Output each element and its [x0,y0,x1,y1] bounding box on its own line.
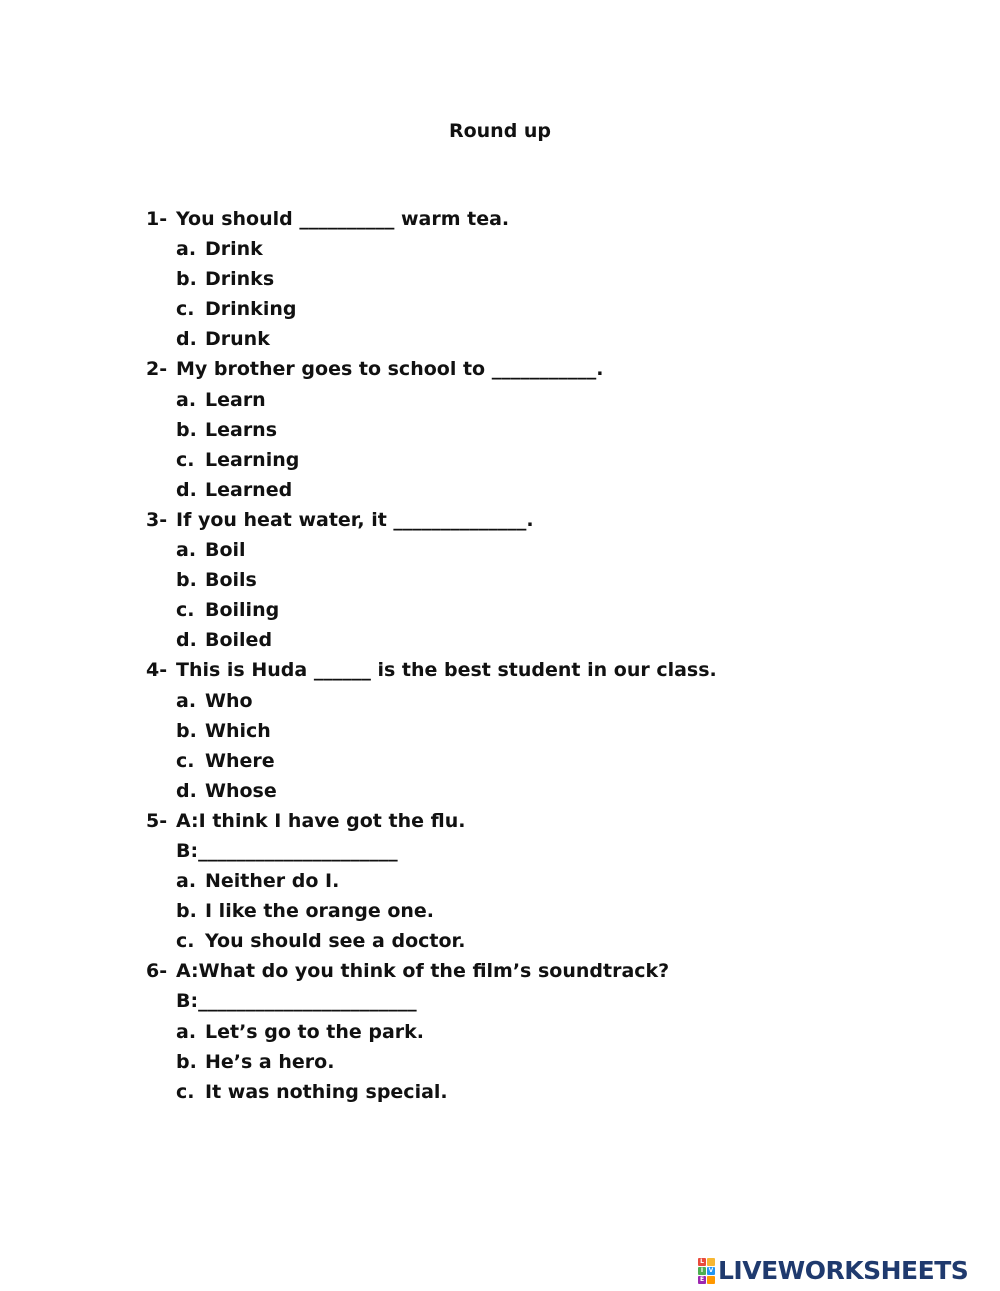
option-2c[interactable] [146,445,866,475]
logo-text: LIVEWORKSHEETS [718,1256,969,1285]
liveworksheets-logo[interactable] [698,1257,968,1285]
option-letter: b. [176,900,197,923]
question-number: 4- [146,659,168,682]
question-text: If you heat water, it ______________. [176,508,534,531]
logo-mark-tile [707,1276,715,1284]
option-text: Drunk [205,328,270,351]
worksheet-title: Round up [448,120,552,142]
option-text: Learned [205,478,293,501]
answer-line-5[interactable] [146,836,866,866]
option-text: Learn [205,388,266,411]
option-text: Boils [205,569,257,592]
option-letter: a. [176,539,197,562]
option-text: He’s a hero. [205,1050,335,1073]
option-5a[interactable] [146,866,866,896]
option-letter: b. [176,719,197,742]
option-letter: a. [176,238,197,261]
option-4b[interactable] [146,716,866,746]
option-text: Where [205,749,275,772]
option-letter: a. [176,689,197,712]
option-letter: c. [176,599,195,622]
option-letter: d. [176,629,197,652]
option-text: Drink [205,238,263,261]
question-5 [146,806,866,836]
question-number: 6- [146,960,168,983]
option-2a[interactable] [146,385,866,415]
option-text: Who [205,689,253,712]
answer-blank: B:_______________________ [176,990,417,1013]
question-text: A:I think I have got the flu. [176,809,466,832]
option-letter: c. [176,298,195,321]
option-text: Boiling [205,599,280,622]
option-letter: a. [176,388,197,411]
question-text: You should __________ warm tea. [176,208,510,230]
logo-mark-tile: I [698,1267,706,1275]
option-1d[interactable] [146,324,866,354]
question-2 [146,354,866,384]
logo-mark-tile: L [698,1258,706,1266]
question-1 [146,204,866,234]
option-6c[interactable] [146,1077,866,1107]
option-2b[interactable] [146,415,866,445]
option-text: It was nothing special. [205,1080,448,1103]
option-letter: b. [176,268,197,291]
question-number: 2- [146,358,168,381]
question-number: 1- [146,208,168,230]
option-5c[interactable] [146,926,866,956]
option-6b[interactable] [146,1047,866,1077]
option-letter: d. [176,328,197,351]
option-text: Boil [205,539,246,562]
logo-mark-tile [707,1258,715,1266]
option-letter: a. [176,1020,197,1043]
question-text: My brother goes to school to ___________. [176,358,604,381]
option-3c[interactable] [146,595,866,625]
option-letter: c. [176,1080,195,1103]
option-5b[interactable] [146,896,866,926]
option-2d[interactable] [146,475,866,505]
question-list [146,204,866,1107]
option-text: Learns [205,418,278,441]
logo-mark-icon [698,1258,715,1284]
logo-mark-tile: V [708,1267,714,1274]
question-number: 3- [146,508,168,531]
question-number: 5- [146,809,168,832]
question-text: A:What do you think of the film’s soundtrack? [176,960,670,983]
option-letter: c. [176,448,195,471]
option-letter: d. [176,478,197,501]
option-letter: b. [176,418,197,441]
option-text: You should see a doctor. [205,930,466,953]
logo-mark-tile: E [699,1276,705,1283]
option-letter: c. [176,930,195,953]
option-text: Which [205,719,271,742]
option-letter: b. [176,1050,197,1073]
option-3a[interactable] [146,535,866,565]
option-4a[interactable] [146,686,866,716]
option-text: Learning [205,448,300,471]
answer-blank: B:_____________________ [176,839,398,862]
option-text: Let’s go to the park. [205,1020,424,1043]
option-4d[interactable] [146,776,866,806]
option-1b[interactable] [146,264,866,294]
option-4c[interactable] [146,746,866,776]
option-text: Boiled [205,629,273,652]
option-3d[interactable] [146,625,866,655]
option-text: Whose [205,779,277,802]
option-letter: b. [176,569,197,592]
option-3b[interactable] [146,565,866,595]
answer-line-6[interactable] [146,986,866,1016]
option-text: Neither do I. [205,870,340,893]
option-text: Drinking [205,298,297,321]
option-letter: d. [176,779,197,802]
option-letter: a. [176,870,197,893]
option-1a[interactable] [146,234,866,264]
option-text: I like the orange one. [205,900,435,923]
option-text: Drinks [205,268,275,291]
option-letter: c. [176,749,195,772]
question-3 [146,505,866,535]
question-4 [146,655,866,685]
option-1c[interactable] [146,294,866,324]
question-text: This is Huda ______ is the best student in our class. [176,659,717,682]
option-6a[interactable] [146,1017,866,1047]
question-6 [146,956,866,986]
